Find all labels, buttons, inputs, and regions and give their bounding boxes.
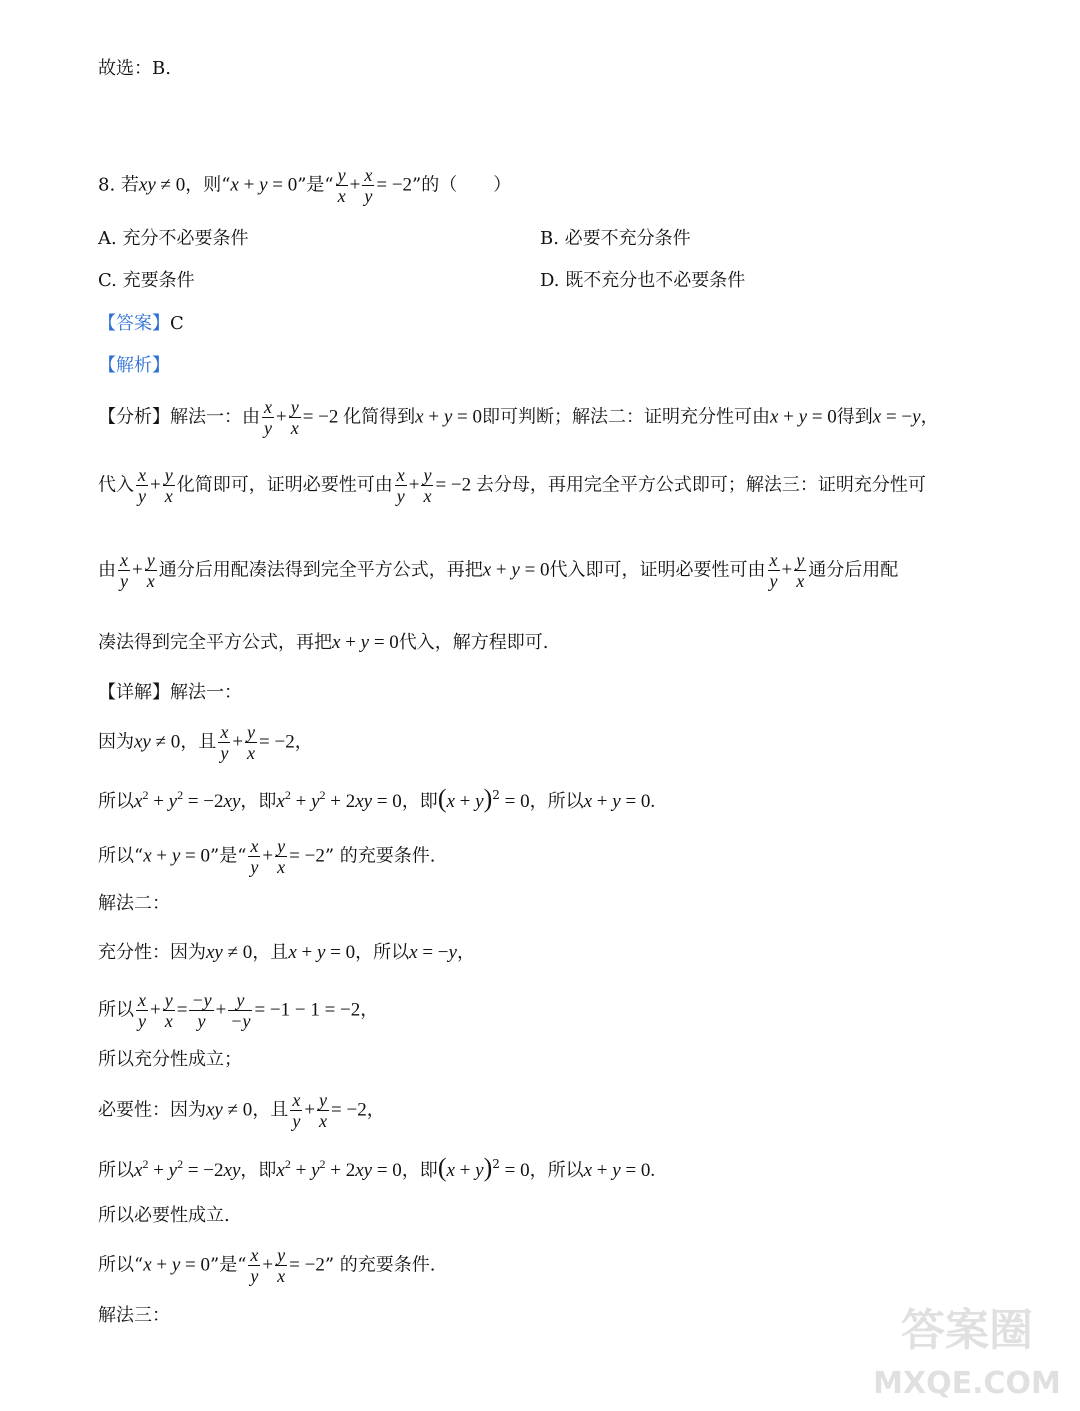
method1-line-3: 所以“x + y = 0”是“ $\frac{x}{y}$ + $\frac{y}{x}$ = −2” 的充要条件. [98,836,436,877]
method2-line-4: 必要性：因为xy ≠ 0，且 $\frac{x}{y}$ + $\frac{y}{x}$ = −2， [98,1090,385,1131]
watermark-logo [872,1293,1062,1403]
question-8: 8. 若xy ≠ 0，则“x + y = 0”是“ $\frac{y}{x}$ + $\frac{x}{y}$ = −2”的（ ） [98,165,512,206]
method1-line-1: 因为xy ≠ 0，且 $\frac{x}{y}$ + $\frac{y}{x}$ = −2， [98,722,313,763]
analysis-line-1: 【分析】解法一：由 $\frac{x}{y}$ + $\frac{y}{x}$ = −2 化简得到x + y = 0即可判断；解法二：证明充分性可由x + y = 0得到x = −y， [98,397,939,438]
option-d: D. 既不充分也不必要条件 [540,270,746,291]
option-c: C. 充要条件 [98,270,195,291]
method2-line-7: 所以“x + y = 0”是“ $\frac{x}{y}$ + $\frac{y}{x}$ = −2” 的充要条件. [98,1245,436,1286]
analysis-tag: 【解析】 [98,355,170,376]
option-a: A. 充分不必要条件 [98,228,249,249]
method2-line-5: 所以$x^2 + y^2 = -2xy$，即$x^2 + y^2 + 2xy = 0$，即$(x + y)^2 = 0$，所以x + y = 0. [98,1153,656,1182]
line-conclusion: 故选：B. [98,58,171,79]
analysis-line-2: 代入 $\frac{x}{y}$ + $\frac{y}{x}$ 化简即可，证明必要性可由 $\frac{x}{y}$ + $\frac{y}{x}$ = −2 去分母，再用完全平方公式即可；解法三：证明充分性可 [98,465,926,506]
method2-line-2: 所以 $\frac{x}{y}$ + $\frac{y}{x}$ = $\frac{-y}{y}$ + $\frac{y}{-y}$ = −1 − 1 = −2， [98,990,379,1031]
analysis-line-3: 由 $\frac{x}{y}$ + $\frac{y}{x}$ 通分后用配凑法得到完全平方公式，再把x + y = 0代入即可，证明必要性可由 $\frac{x}{y}$ + $\frac{y}{x}$ 通分后用配 [98,550,899,591]
method2-heading: 解法二： [98,893,170,914]
detail-heading: 【详解】解法一： [98,682,242,703]
method2-line-3: 所以充分性成立； [98,1049,242,1070]
method3-heading: 解法三： [98,1305,170,1326]
svg-text:MXQE.COM: MXQE.COM [873,1366,1061,1401]
method2-line-6: 所以必要性成立. [98,1205,230,1226]
analysis-line-4: 凑法得到完全平方公式，再把x + y = 0代入，解方程即可. [98,632,549,653]
method1-line-2: 所以$x^2 + y^2 = -2xy$，即$x^2 + y^2 + 2xy = 0$，即$(x + y)^2 = 0$，所以x + y = 0. [98,784,656,813]
option-b: B. 必要不充分条件 [540,228,691,249]
answer-line: 【答案】C [98,313,184,334]
svg-text:答案圈: 答案圈 [901,1305,1033,1356]
method2-line-1: 充分性：因为xy ≠ 0，且x + y = 0，所以x = −y， [98,942,475,963]
